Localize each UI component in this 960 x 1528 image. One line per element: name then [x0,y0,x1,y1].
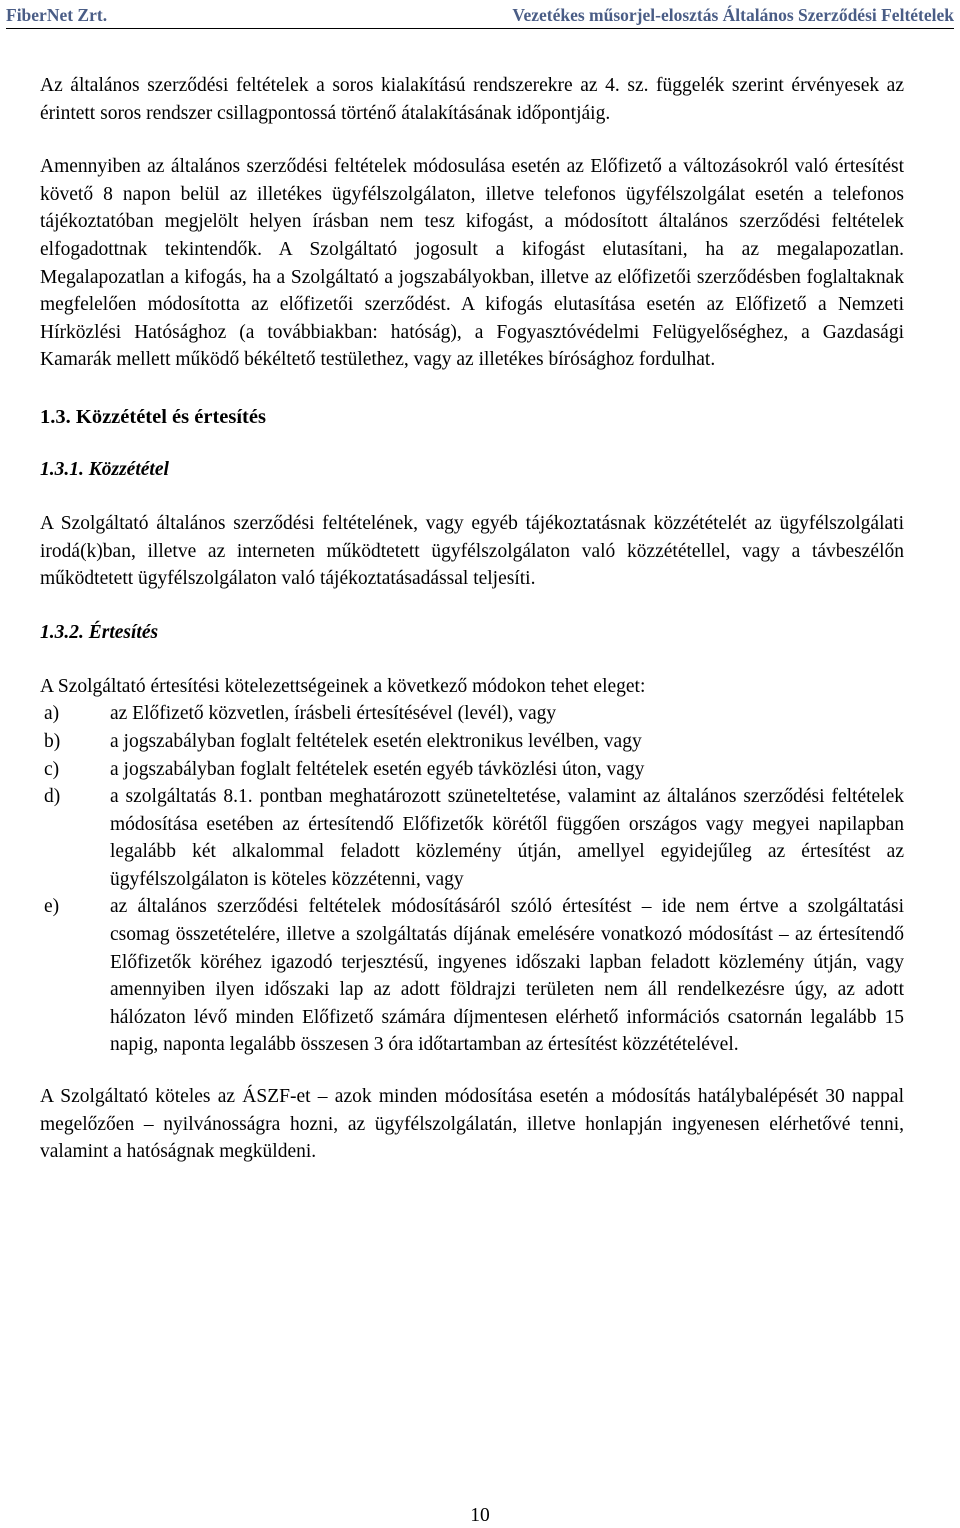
list-item-marker: e) [44,896,60,918]
list-item-marker: a) [44,703,60,725]
subsection-heading-publication: 1.3.1. Közzététel [40,458,169,480]
list-item-marker: c) [44,758,60,780]
list-item [40,700,904,728]
paragraph-modification-objection: Amennyiben az általános szerződési feltételek módosulása esetén az Előfizető a változásokról való értesítést követő 8 napon belül az illetékes ügyfélszolgálaton, illetve telefonos ügyfélszolgálat esetén a telefonos tájékoztatóban megjelölt helyen írásban nem tesz kifogást, a módosított általános szerződési feltételek elfogadottnak tekintendők. A Szolgáltató jogosult a kifogást elutasítani, ha az megalapozatlan. Megalapozatlan a kifogás, ha a Szolgáltató a jogszabályokban, illetve az előfizetői szerződésben foglaltaknak megfelelően módosította az előfizetői szerződést. A kifogás elutasítása esetén az Előfizető a Nemzeti Hírközlési Hatósághoz (a továbbiakban: hatóság), a Fogyasztóvédelmi Felügyelőséghez, a Gazdasági Kamarák mellett működő békéltető testülethez, vagy az illetékes bírósághoz fordulhat. [40,156,904,371]
list-item-text: a szolgáltatás 8.1. pontban meghatározott szüneteltetése, valamint az általános szerződési feltételek módosítása esetében az értesítendő Előfizetők körétől függően országos vagy megyei napilapban legalább két alkalommal feladott közlemény útján, amellyel egyidejűleg az értesítést az ügyfélszolgálaton is köteles közzétenni, vagy [110,786,904,890]
list-item-text: az általános szerződési feltételek módosításáról szóló értesítést – ide nem értve a szolgáltatási csomag összetételére, illetve a szolgáltatás díjának emelésére vonatkozó módosítást – az értesítendő Előfizetők köréhez igazodó terjesztésű, ingyenes időszaki lapban feladott közlemény útján, vagy amennyiben ilyen időszaki lap az adott földrajzi területen nem áll rendelkezésre úgy, az adott hálózaton lévő minden Előfizető számára díjmentesen elérhető információs csatornán legalább 15 napig, naponta legalább összesen 3 óra időtartamban az értesítést közzétételével. [110,896,904,1056]
list-item-text: a jogszabályban foglalt feltételek esetén elektronikus levélben, vagy [110,730,642,752]
paragraph-serial-systems: Az általános szerződési feltételek a soros kialakítású rendszerekre az 4. sz. függelék szerint érvényesek az érintett soros rendszer csillagpontossá történő átalakításának időpontjáig. [40,75,904,124]
list-item [40,756,904,784]
paragraph-notification-intro: A Szolgáltató értesítési kötelezettségeinek a következő módokon tehet eleget: [40,675,646,697]
document-body [40,72,904,1166]
subsection-heading-notification: 1.3.2. Értesítés [40,621,159,643]
list-item-text: az Előfizető közvetlen, írásbeli értesítésével (levél), vagy [110,703,557,725]
section-heading-publication-notification: 1.3. Közzététel és értesítés [40,405,266,428]
page-number: 10 [470,1505,490,1526]
list-item-marker: b) [44,730,61,752]
list-item [40,783,904,893]
list-item-marker: d) [44,786,61,808]
list-item [40,893,904,1059]
list-item [40,728,904,756]
header-company-name: FiberNet Zrt. [6,5,108,25]
page-header [6,2,954,29]
list-item-text: a jogszabályban foglalt feltételek esetén egyéb távközlési úton, vagy [110,758,645,780]
paragraph-aszf-publication: A Szolgáltató köteles az ÁSZF-et – azok minden módosítása esetén a módosítás hatálybalépését 30 nappal megelőzően – nyilvánosságra hozni, az ügyfélszolgálatán, illetve honlapján ingyenesen elérhetővé tenni, valamint a hatóságnak megküldeni. [40,1086,904,1163]
header-document-title: Vezetékes műsorjel-elosztás Általános Szerződési Feltételek [512,5,954,25]
notification-methods-list [40,700,904,1059]
paragraph-publication: A Szolgáltató általános szerződési feltételének, vagy egyéb tájékoztatásnak közzétételét az ügyfélszolgálati irodá(k)ban, illetve az interneten működtetett ügyfélszolgálaton való közzététellel, vagy a távbeszélőn működtetett ügyfélszolgálaton való tájékoztatásadással teljesíti. [40,512,904,590]
